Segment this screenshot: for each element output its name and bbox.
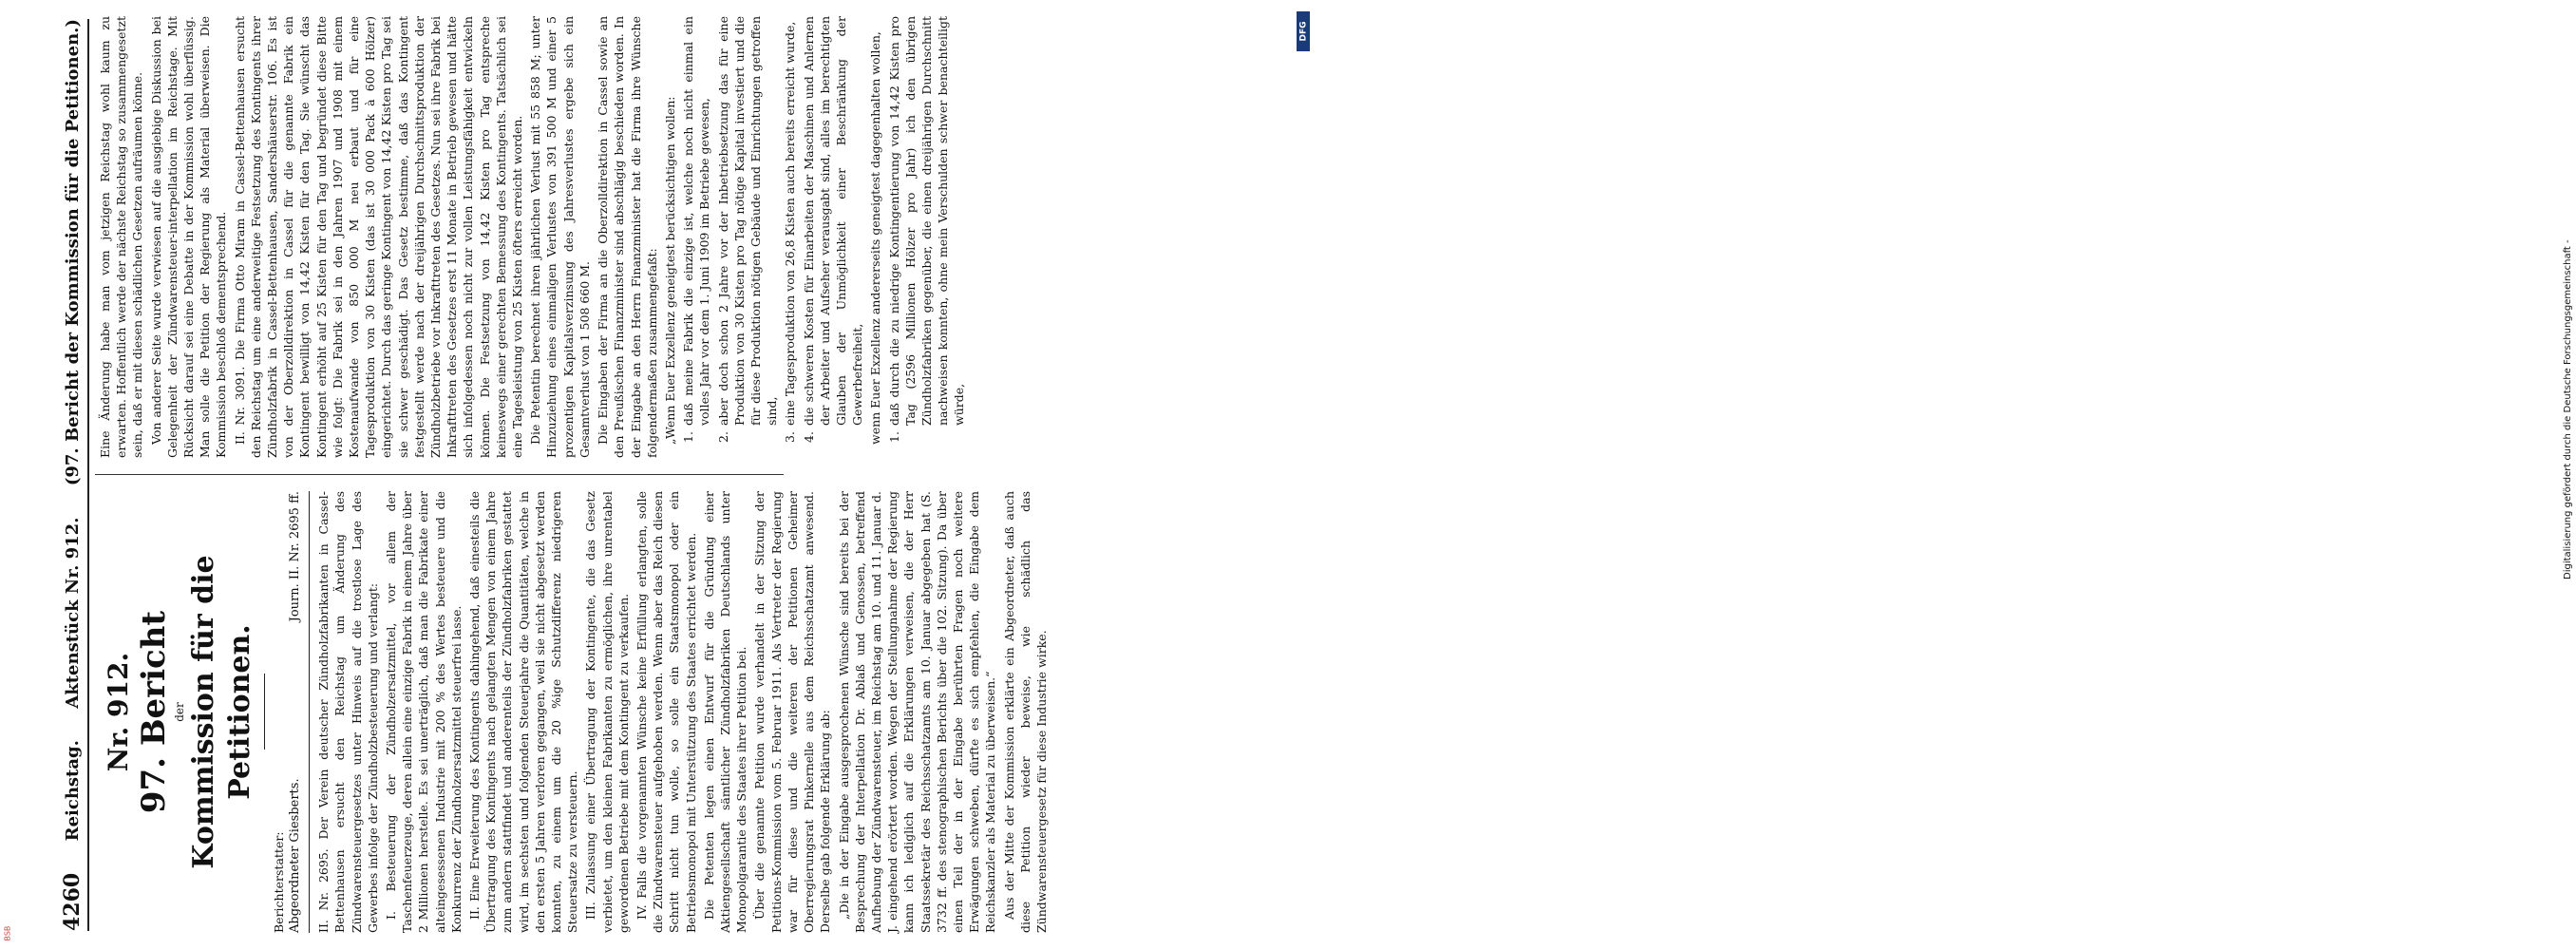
list-item: 4. die schweren Kosten für Einarbeiten der Maschinen und Anlernen der Arbeiter und Aufseher verausgabt sind, alles im berechtigten Glauben der Unmöglichkeit einer Beschränkung der Gewerbefreiheit, [801, 16, 865, 443]
list-item: 3. eine Tagesproduktion von 26,8 Kisten auch bereits erreicht wurde, [783, 21, 798, 443]
paragraph: II. Eine Erweiterung des Kontingents dahingehend, daß einesteils die Übertragung des Kontingents nach gelangten Mengen von einem Jahre zum andern stattfindet und anderenteils der Zündholzfabriken gestattet wird, im sechsten und folgenden Steuerjahre die Quantitäten, welche in den ersten 5 Jahren verloren gegangen, weil sie nicht abgesetzt werden konnten, zu einem um die 20 %ige Schutzdifferenz niedrigeren Steuersatze zu versteuern. [467, 491, 580, 933]
paragraph: wenn Euer Exzellenz andererseits geneigtest dagegenhalten wollen, [868, 31, 883, 445]
title-rule [264, 674, 265, 750]
list-item: 1. daß meine Fabrik die einzige ist, welche noch nicht einmal ein volles Jahr vor dem 1. Juni 1909 im Betriebe gewesen, [681, 16, 712, 443]
title-connector: der [173, 702, 186, 722]
paragraph: „Wenn Euer Exzellenz geneigtest berücksichtigen wollen: [662, 96, 677, 445]
digitization-credit: Digitalisierung gefördert durch die Deutsche Forschungsgemeinschaft - [2563, 239, 2573, 580]
numbered-list [886, 16, 968, 458]
header-aktenstueck: Aktenstück Nr. 912. [62, 517, 83, 709]
header-running-title: (97. Bericht der Kommission für die Petitionen.) [62, 19, 83, 486]
column-separator [95, 474, 784, 475]
report-title: 97. Bericht [135, 610, 173, 814]
paragraph: Die Petentin berechnet ihren jährlichen Verlust mit 55 858 M; unter Hinzuziehung eines einmaligen Verlustes von 391 500 M und einer 5 prozentigen Kapitalsverzinsung des Jahresverlustes ergebe sich ein Gesamtverlust von 1 508 660 M. [528, 16, 592, 458]
commission-title: Kommission für die Petitionen. [187, 555, 256, 869]
header-rule [87, 19, 89, 931]
paragraph: III. Zulassung einer Übertragung der Kontingente, die das Gesetz verbietet, um den kleinen Fabrikanten zu ermöglichen, ihre unrentabel gewordenen Betriebe mit dem Kontingent zu verkaufen. [583, 491, 631, 933]
document-number: Nr. 912. [103, 652, 134, 772]
paragraph: II. Nr. 2695. Der Verein deutscher Zündholzfabrikanten in Cassel-Bettenhausen ersucht den Reichstag um Änderung des Zündwarensteuergesetzes unter Hinweis auf die trostlose Lage des Gewerbes infolge der Zündholzbesteuerung und verlangt: [316, 491, 380, 933]
paragraph: Über die genannte Petition wurde verhandelt in der Sitzung der Petitions-Kommission vom 5. Februar 1911. Als Vertreter der Regierung war für diese und die weiteren der Petitionen Geheimer Oberregierungsrat Pinkernelle aus dem Reichsschatzamt anwesend. Derselbe gab folgende Erklärung ab: [752, 491, 833, 933]
paragraph: „Die in der Eingabe ausgesprochenen Wünsche sind bereits bei der Besprechung der Interpellation Dr. Ablaß und Genossen, betreffend Aufhebung der Zündwarensteuer, im Reichstag am 10. und 11. Januar d. J. eingehend erörtert worden. Wegen der Stellungnahme der Regierung kann ich lediglich auf die Erklärungen verweisen, die der Herr Staatssekretär des Reichsschatzamts am 10. Januar abgegeben hat (S. 3732 ff. des stenographischen Berichts über die 102. Sitzung). Da über einen Teil der in der Eingabe berührten Fragen noch weitere Erwägungen schweben, dürfte es sich empfehlen, die Eingabe dem Reichskanzler als Material zu überweisen.“ [836, 491, 998, 933]
paragraph: II. Nr. 3091. Die Firma Otto Miram in Cassel-Bettenhausen ersucht den Reichstag um eine anderweitige Festsetzung des Kontingents ihrer Zündholzfabrik in Cassel-Bettenhausen, Sandershäuserstr. 106. Es ist von der Oberzolldirektion in Cassel für die genannte Fabrik ein Kontingent bewilligt von 14,42 Kisten für den Tag. Sie wünscht das Kontingent erhöht auf 25 Kisten für den Tag und begründet diese Bitte wie folgt: Die Fabrik sei in den Jahren 1907 und 1908 mit einem Kostenaufwande von 850 000 M neu erbaut und für eine Tagesproduktion von 30 Kisten (das ist 30 000 Pack à 600 Hölzer) eingerichtet. Durch das geringe Kontingent von 14,42 Kisten pro Tag sei sie schwer geschädigt. Das Gesetz bestimme, daß das Kontingent festgestellt werde nach der dreijährigen Durchschnittsproduktion der Zündholzbetriebe vor Inkrafttreten des Gesetzes. Nun sei ihre Fabrik bei Inkrafttreten des Gesetzes erst 11 Monate in Betrieb gewesen und hätte sich infolgedessen noch nicht zur vollen Leistungsfähigkeit entwickeln können. Die Festsetzung von 14,42 Kisten pro Tag entspreche keineswegs einer gerechten Bemessung des Kontingents. Tatsächlich sei eine Tagesleistung von 25 Kisten öfters erreicht worden. [232, 16, 525, 458]
paragraph: Aus der Mitte der Kommission erklärte ein Abgeordneter, daß auch diese Petition wieder beweise, wie schädlich das Zündwarensteuergesetz für diese Industrie wirke. [1001, 491, 1049, 933]
rapporteur-label: Berichterstatter: [272, 831, 286, 933]
page-header [59, 19, 85, 931]
left-column [97, 491, 1049, 933]
list-item: 1. daß durch die zu niedrige Kontingentierung von 14,42 Kisten pro Tag (2596 Millionen Hölzer pro Jahr) ich den übrigen Zündholzfabriken gegenüber, die einen dreijährigen Durchschnitt nachweisen konnten, ohne mein Verschulden schwer benachteiligt würde, [886, 16, 967, 443]
paragraph: I. Besteuerung der Zündholzersatzmittel, vor allem der Taschenfeuerzeuge, deren allein eine einzige Fabrik in einem Jahre über 2 Millionen herstelle. Es sei unerträglich, daß man die Fabrikate einer alteingesessenen Industrie mit 200 % des Wertes besteuere und die Konkurrenz der Zündholzersatzmittel steuerfrei lasse. [384, 491, 464, 933]
journal-reference: Journ. II. Nr. 2695 ff. [288, 491, 303, 622]
page-number: 4260 [60, 872, 85, 931]
list-item: 2. aber doch schon 2 Jahre vor der Inbetriebsetzung das für eine Produktion von 30 Kisten pro Tag nötige Kapital investiert und die für diese Produktion nötigen Gebäude und Einrichtungen getroffen sind, [715, 16, 780, 443]
numbered-list [680, 16, 865, 458]
rapporteur-rule [309, 491, 310, 933]
paragraph: Die Petenten legen einen Entwurf für die Gründung einer Aktiengesellschaft sämtlicher Zündholzfabriken Deutschlands unter Monopolgarantie des Staates ihrer Petition bei. [701, 491, 749, 933]
dfg-logo-icon: DFG [1297, 11, 1310, 51]
paragraph: Von anderer Seite wurde verwiesen auf die ausgiebige Diskussion bei Gelegenheit der Zündwarensteuer-interpellation im Reichstage. Mit Rücksicht darauf sei eine Debatte in der Kommission wohl überflüssig. Man solle die Petition der Regierung als Material überweisen. Die Kommission beschloß dementsprechend. [148, 16, 229, 458]
header-reichstag: Reichstag. [62, 740, 83, 842]
rapporteur-name: Abgeordneter Giesberts. [288, 778, 303, 933]
paragraph: Eine Änderung habe man vom jetzigen Reichstag wohl kaum zu erwarten. Hoffentlich werde der nächste Reichstag so zusammengesetzt sein, daß er mit diesen schädlichen Gesetzen aufräumen könne. [98, 16, 145, 458]
paragraph: Die Eingaben der Firma an die Oberzolldirektion in Cassel sowie an den Preußischen Finanzminister sind abschlägig beschieden worden. In der Eingabe an den Herrn Finanzminister hat die Firma ihre Wünsche folgendermaßen zusammengefaßt: [596, 16, 659, 458]
right-column [97, 16, 967, 458]
rapporteur-line [287, 491, 303, 933]
bsb-stamp: BSB [3, 925, 12, 941]
paragraph: IV. Falls die vorgenannten Wünsche keine Erfüllung erlangten, solle die Zündwarensteuer aufgehoben werden. Wenn aber das Reich diesen Schritt nicht tun wolle, so solle ein Staatsmonopol oder ein Betriebsmonopol mit Unterstützung des Staates errichtet werden. [635, 491, 698, 933]
